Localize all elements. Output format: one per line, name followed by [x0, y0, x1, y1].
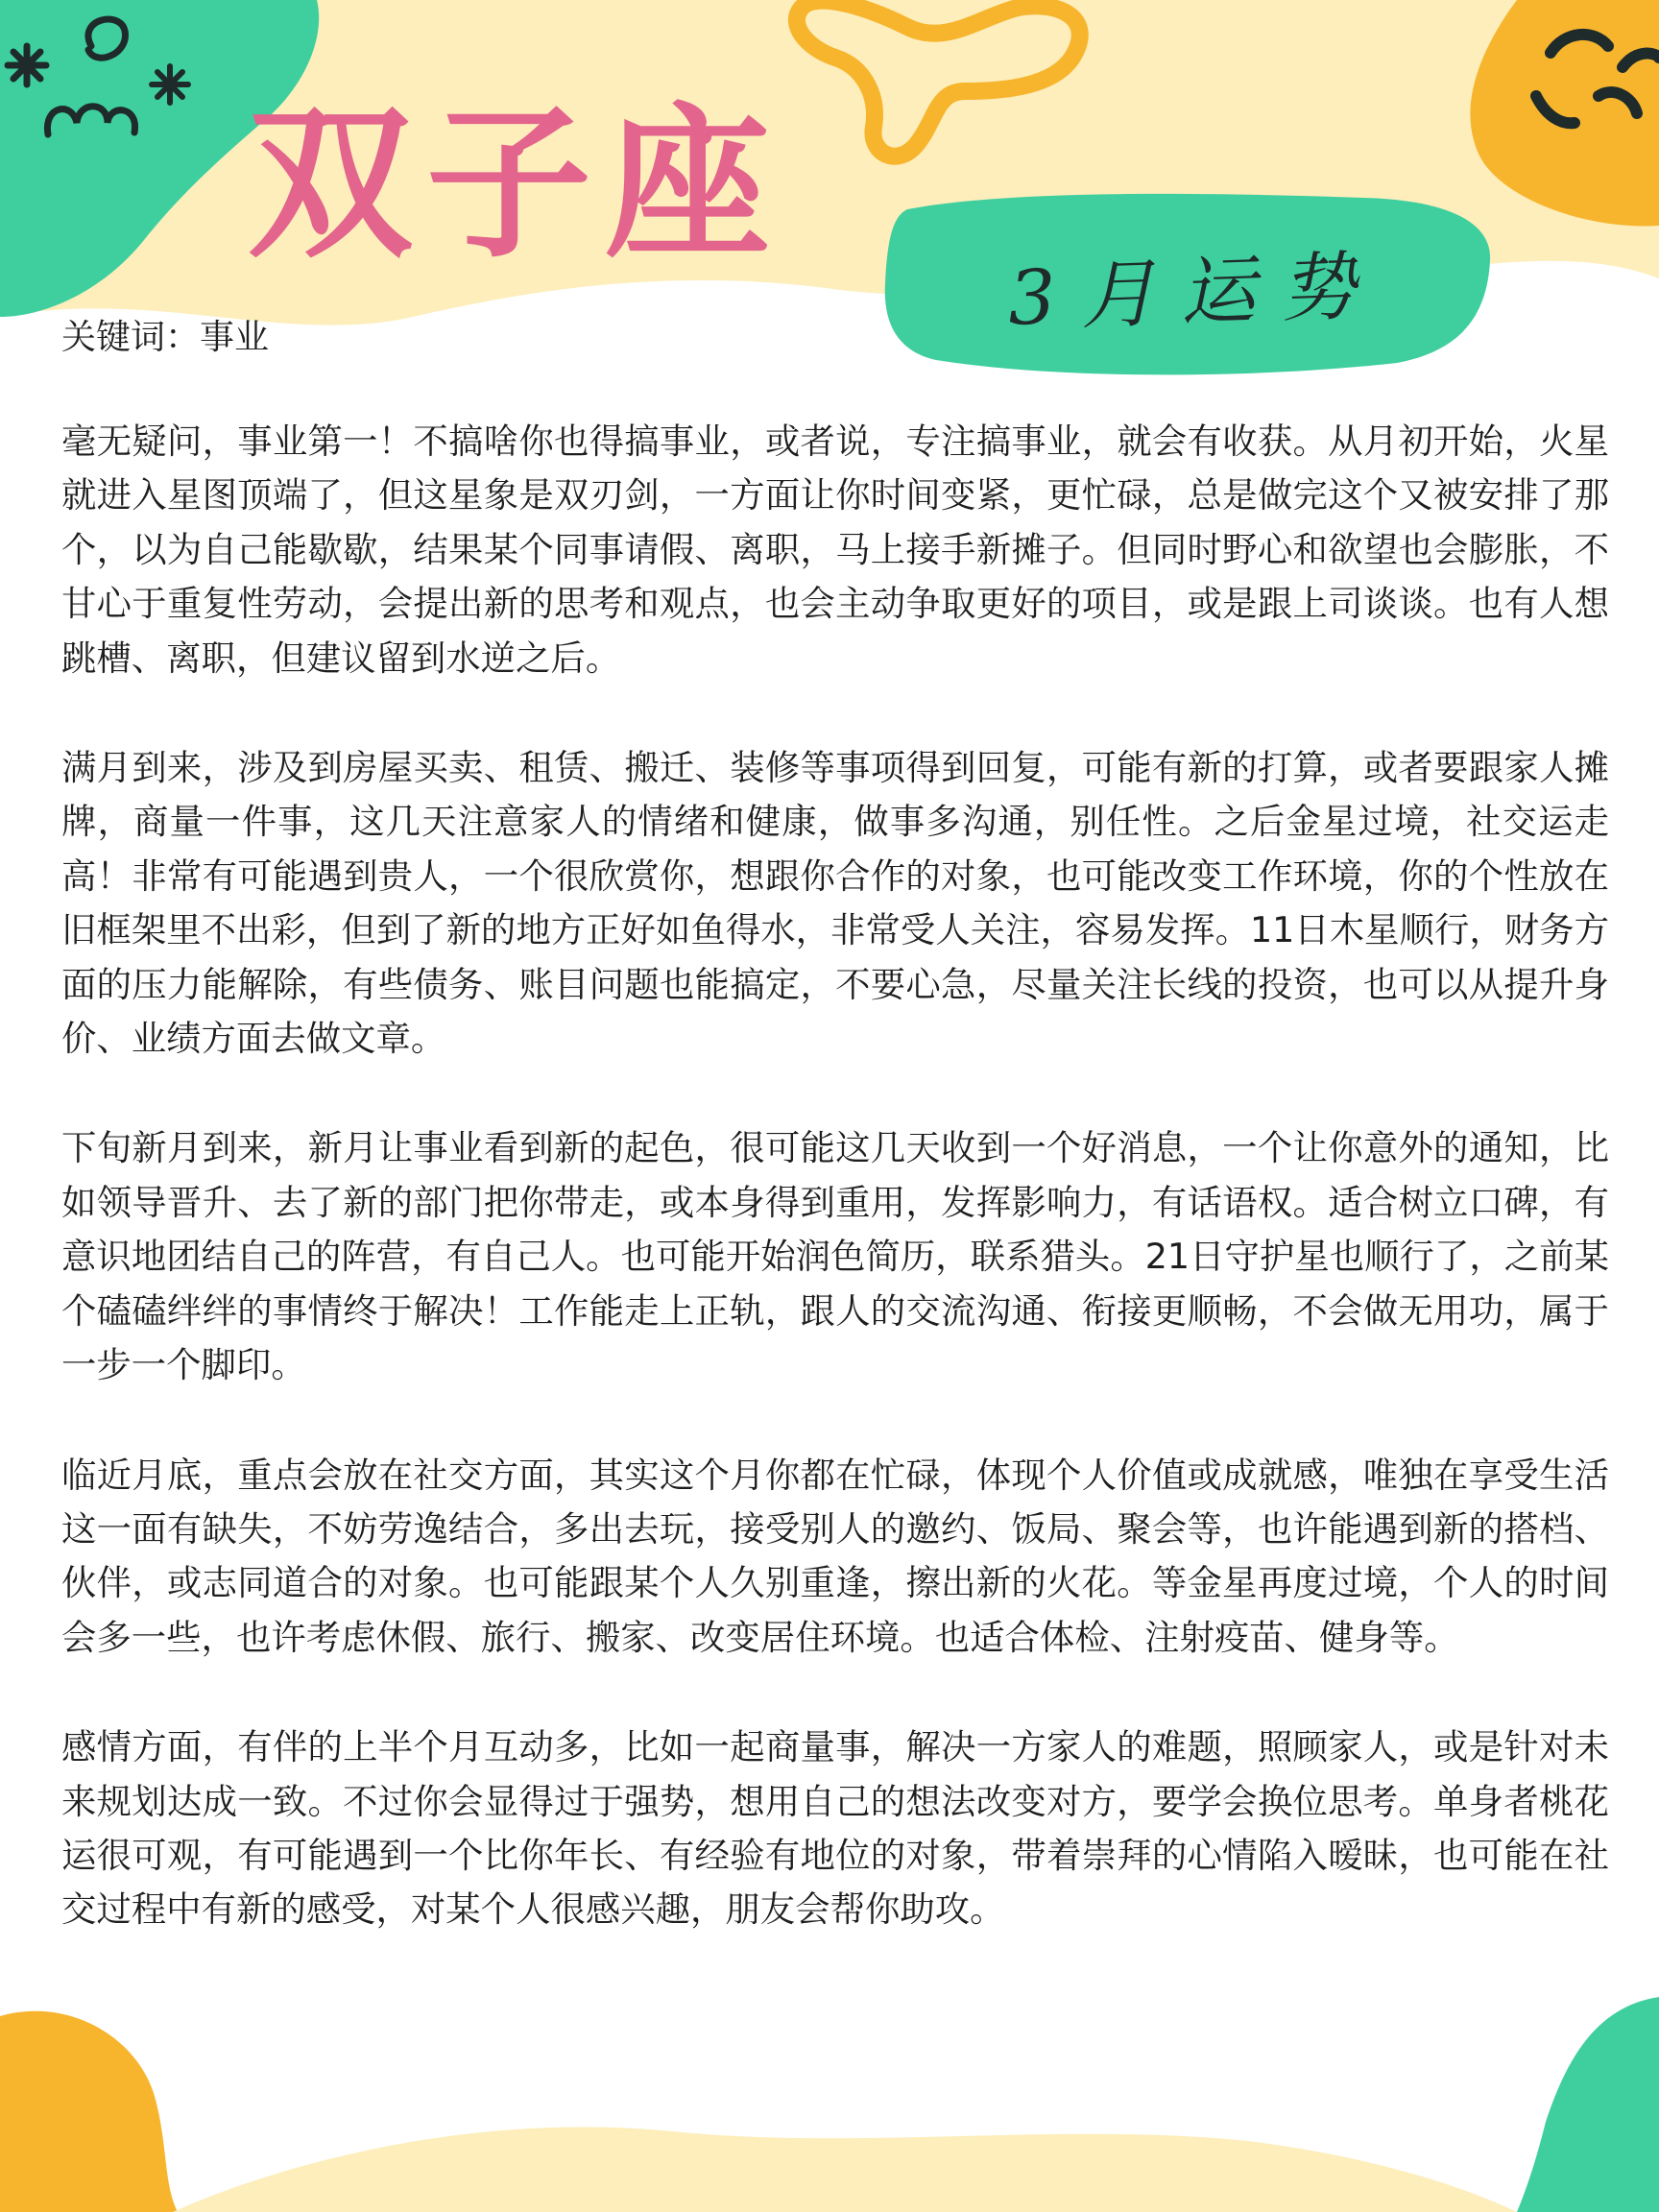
paragraph-love: 感情方面，有伴的上半个月互动多，比如一起商量事，解决一方家人的难题，照顾家人，或是针对未来规划达成一致。不过你会显得过于强势，想用自己的想法改变对方，要学会换位思考。单身者桃花运很可观，有可能遇到一个比你年长、有经验有地位的对象，带着崇拜的心情陷入暧昧，也可能在社交过程中有新的感受，对某个人很感兴趣，朋友会帮你助攻。: [61, 1726, 1609, 1931]
orange-squiggle-outline: [797, 1, 1080, 156]
doodle-star-right: [152, 66, 188, 103]
paragraph-month-end: 临近月底，重点会放在社交方面，其实这个月你都在忙碌，体现个人价值或成就感，唯独在享受生活这一面有缺失，不妨劳逸结合，多出去玩，接受别人的邀约、饭局、聚会等，也许能遇到新的搭档、伙伴，或志同道合的对象。也可能跟某个人久别重逢，擦出新的火花。等金星再度过境，个人的时间会多一些，也许考虑休假、旅行、搬家、改变居住环境。也适合体检、注射疫苗、健身等。: [61, 1454, 1609, 1658]
keyword-label: 关键词：事业: [61, 318, 270, 357]
doodle-star-left: [8, 46, 46, 84]
page-title: 双子座: [248, 87, 783, 280]
paragraph-full-moon: 满月到来，涉及到房屋买卖、租赁、搬迁、装修等事项得到回复，可能有新的打算，或者要跟家人摊牌，商量一件事，这几天注意家人的情绪和健康，做事多沟通，别任性。之后金星过境，社交运走高！非常有可能遇到贵人，一个很欣赏你，想跟你合作的对象，也可能改变工作环境，你的个性放在旧框架里不出彩，但到了新的地方正好如鱼得水，非常受人关注，容易发挥。11日木星顺行，财务方面的压力能解除，有些债务、账目问题也能搞定，不要心急，尽量关注长线的投资，也可以从提升身价、业绩方面去做文章。: [61, 747, 1609, 1060]
month-badge-text: 3月运势: [1006, 243, 1382, 343]
paragraph-career: 毫无疑问，事业第一！不搞啥你也得搞事业，或者说，专注搞事业，就会有收获。从月初开始，火星就进入星图顶端了，但这星象是双刃剑，一方面让你时间变紧，更忙碌，总是做完这个又被安排了那个，以为自己能歇歇，结果某个同事请假、离职，马上接手新摊子。但同时野心和欲望也会膨胀，不甘心于重复性劳动，会提出新的思考和观点，也会主动争取更好的项目，或是跟上司谈谈。也有人想跳槽、离职，但建议留到水逆之后。: [61, 421, 1609, 679]
article-body: [61, 415, 1609, 1993]
paragraph-new-moon: 下旬新月到来，新月让事业看到新的起色，很可能这几天收到一个好消息，一个让你意外的通知，比如领导晋升、去了新的部门把你带走，或本身得到重用，发挥影响力，有话语权。适合树立口碑，有意识地团结自己的阵营，有自己人。也可能开始润色简历，联系猎头。21日守护星也顺行了，之前某个磕磕绊绊的事情终于解决！工作能走上正轨，跟人的交流沟通、衔接更顺畅，不会做无用功，属于一步一个脚印。: [61, 1127, 1609, 1386]
